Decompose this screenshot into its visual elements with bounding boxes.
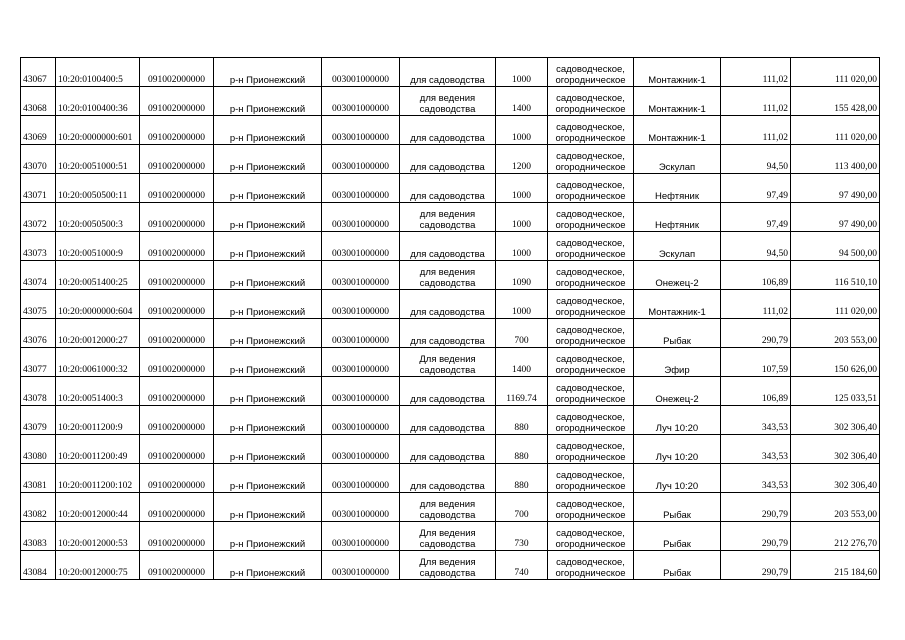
cadastral-number-cell: 10:20:0012000:75 <box>56 551 140 580</box>
specific-value-cell: 111,02 <box>721 116 791 145</box>
permitted-use-line-1 <box>402 151 493 162</box>
cadastral-value-cell: 203 553,00 <box>791 493 880 522</box>
permitted-use-line-1: для ведения <box>419 93 476 104</box>
okato-code-cell: 091002000000 <box>140 145 214 174</box>
cadastral-number-cell: 10:20:0011200:9 <box>56 406 140 435</box>
category-cell <box>548 348 634 377</box>
cadastral-number-cell: 10:20:0012000:53 <box>56 522 140 551</box>
table-row <box>21 145 880 174</box>
category-cell <box>548 203 634 232</box>
cadastral-value-cell: 116 510,10 <box>791 261 880 290</box>
table-row <box>21 174 880 203</box>
permitted-use-line-2: для садоводства <box>410 481 485 492</box>
okato-code-cell: 091002000000 <box>140 203 214 232</box>
oktmo-code-cell: 003001000000 <box>322 87 400 116</box>
permitted-use-line-1: Для ведения <box>419 528 476 539</box>
cadastral-number-cell: 10:20:0051000:9 <box>56 232 140 261</box>
cadastral-value-cell: 97 490,00 <box>791 203 880 232</box>
okato-code-cell: 091002000000 <box>140 464 214 493</box>
oktmo-code-cell: 003001000000 <box>322 377 400 406</box>
cadastral-value-cell: 94 500,00 <box>791 232 880 261</box>
cadastral-value-cell: 125 033,51 <box>791 377 880 406</box>
permitted-use-line-1 <box>402 470 493 481</box>
permitted-use-cell <box>400 116 496 145</box>
cadastral-value-cell: 203 553,00 <box>791 319 880 348</box>
permitted-use-line-2: садоводства <box>419 539 476 550</box>
cadastral-value-cell: 111 020,00 <box>791 290 880 319</box>
specific-value-cell: 290,79 <box>721 522 791 551</box>
cadastral-number-cell: 10:20:0011200:102 <box>56 464 140 493</box>
district-cell: р-н Прионежский <box>214 435 322 464</box>
district-cell: р-н Прионежский <box>214 232 322 261</box>
district-cell: р-н Прионежский <box>214 203 322 232</box>
category-line-1: садоводческое, <box>556 325 625 336</box>
permitted-use-cell <box>400 464 496 493</box>
category-cell <box>548 493 634 522</box>
category-line-1: садоводческое, <box>556 93 625 104</box>
record-number-cell: 43072 <box>21 203 56 232</box>
permitted-use-line-2: садоводства <box>419 104 476 115</box>
category-line-1: садоводческое, <box>556 180 625 191</box>
okato-code-cell: 091002000000 <box>140 522 214 551</box>
specific-value-cell: 111,02 <box>721 87 791 116</box>
record-number-cell: 43076 <box>21 319 56 348</box>
table-row <box>21 551 880 580</box>
category-cell <box>548 58 634 87</box>
category-line-2: огородническое <box>555 162 626 173</box>
specific-value-cell: 94,50 <box>721 145 791 174</box>
category-line-2: огородническое <box>555 75 626 86</box>
permitted-use-line-2: для садоводства <box>410 336 485 347</box>
specific-value-cell: 343,53 <box>721 464 791 493</box>
cadastral-value-cell: 302 306,40 <box>791 464 880 493</box>
oktmo-code-cell: 003001000000 <box>322 319 400 348</box>
cadastral-number-cell: 10:20:0000000:604 <box>56 290 140 319</box>
permitted-use-line-1 <box>402 441 493 452</box>
cadastral-number-cell: 10:20:0051000:51 <box>56 145 140 174</box>
permitted-use-cell <box>400 145 496 174</box>
district-cell: р-н Прионежский <box>214 145 322 174</box>
permitted-use-line-1 <box>402 325 493 336</box>
association-cell: Рыбак <box>634 319 721 348</box>
oktmo-code-cell: 003001000000 <box>322 290 400 319</box>
table-row <box>21 58 880 87</box>
category-line-1: садоводческое, <box>556 528 625 539</box>
permitted-use-line-2: садоводства <box>419 278 476 289</box>
association-cell: Луч 10:20 <box>634 406 721 435</box>
permitted-use-cell <box>400 232 496 261</box>
record-number-cell: 43082 <box>21 493 56 522</box>
oktmo-code-cell: 003001000000 <box>322 261 400 290</box>
permitted-use-line-1 <box>402 296 493 307</box>
category-line-2: огородническое <box>555 249 626 260</box>
oktmo-code-cell: 003001000000 <box>322 435 400 464</box>
category-cell <box>548 232 634 261</box>
okato-code-cell: 091002000000 <box>140 551 214 580</box>
table-row <box>21 261 880 290</box>
category-line-1: садоводческое, <box>556 412 625 423</box>
specific-value-cell: 111,02 <box>721 290 791 319</box>
permitted-use-cell <box>400 174 496 203</box>
category-line-2: огородническое <box>555 510 626 521</box>
cadastral-number-cell: 10:20:0000000:601 <box>56 116 140 145</box>
record-number-cell: 43073 <box>21 232 56 261</box>
okato-code-cell: 091002000000 <box>140 232 214 261</box>
association-cell: Нефтяник <box>634 203 721 232</box>
category-line-1: садоводческое, <box>556 470 625 481</box>
association-cell: Онежец-2 <box>634 377 721 406</box>
okato-code-cell: 091002000000 <box>140 377 214 406</box>
category-cell <box>548 464 634 493</box>
permitted-use-cell <box>400 377 496 406</box>
permitted-use-line-2: для садоводства <box>410 191 485 202</box>
association-cell: Монтажник-1 <box>634 58 721 87</box>
area-cell: 1400 <box>496 348 548 377</box>
association-cell: Эскулап <box>634 145 721 174</box>
category-line-1: садоводческое, <box>556 354 625 365</box>
okato-code-cell: 091002000000 <box>140 493 214 522</box>
okato-code-cell: 091002000000 <box>140 406 214 435</box>
permitted-use-line-1: Для ведения <box>419 354 476 365</box>
district-cell: р-н Прионежский <box>214 116 322 145</box>
record-number-cell: 43079 <box>21 406 56 435</box>
table-row <box>21 290 880 319</box>
record-number-cell: 43074 <box>21 261 56 290</box>
category-line-1: садоводческое, <box>556 296 625 307</box>
cadastral-value-cell: 150 626,00 <box>791 348 880 377</box>
permitted-use-cell <box>400 522 496 551</box>
district-cell: р-н Прионежский <box>214 290 322 319</box>
district-cell: р-н Прионежский <box>214 522 322 551</box>
category-line-1: садоводческое, <box>556 441 625 452</box>
oktmo-code-cell: 003001000000 <box>322 232 400 261</box>
area-cell: 1000 <box>496 116 548 145</box>
area-cell: 1169.74 <box>496 377 548 406</box>
area-cell: 1000 <box>496 174 548 203</box>
oktmo-code-cell: 003001000000 <box>322 406 400 435</box>
association-cell: Монтажник-1 <box>634 116 721 145</box>
cadastral-value-cell: 155 428,00 <box>791 87 880 116</box>
oktmo-code-cell: 003001000000 <box>322 116 400 145</box>
category-cell <box>548 116 634 145</box>
table-row <box>21 319 880 348</box>
cadastral-number-cell: 10:20:0012000:27 <box>56 319 140 348</box>
association-cell: Рыбак <box>634 493 721 522</box>
okato-code-cell: 091002000000 <box>140 319 214 348</box>
permitted-use-line-2: для садоводства <box>410 162 485 173</box>
specific-value-cell: 107,59 <box>721 348 791 377</box>
okato-code-cell: 091002000000 <box>140 290 214 319</box>
association-cell: Нефтяник <box>634 174 721 203</box>
table-row <box>21 406 880 435</box>
oktmo-code-cell: 003001000000 <box>322 145 400 174</box>
permitted-use-line-2: для садоводства <box>410 249 485 260</box>
category-cell <box>548 290 634 319</box>
category-cell <box>548 174 634 203</box>
oktmo-code-cell: 003001000000 <box>322 203 400 232</box>
record-number-cell: 43081 <box>21 464 56 493</box>
permitted-use-cell <box>400 348 496 377</box>
area-cell: 1200 <box>496 145 548 174</box>
okato-code-cell: 091002000000 <box>140 87 214 116</box>
area-cell: 1000 <box>496 203 548 232</box>
area-cell: 1090 <box>496 261 548 290</box>
record-number-cell: 43070 <box>21 145 56 174</box>
permitted-use-line-2: садоводства <box>419 365 476 376</box>
record-number-cell: 43075 <box>21 290 56 319</box>
specific-value-cell: 290,79 <box>721 493 791 522</box>
cadastral-value-cell: 97 490,00 <box>791 174 880 203</box>
record-number-cell: 43077 <box>21 348 56 377</box>
area-cell: 1400 <box>496 87 548 116</box>
table-body <box>21 58 880 580</box>
table-row <box>21 87 880 116</box>
category-line-1: садоводческое, <box>556 151 625 162</box>
district-cell: р-н Прионежский <box>214 319 322 348</box>
oktmo-code-cell: 003001000000 <box>322 493 400 522</box>
table-row <box>21 493 880 522</box>
category-cell <box>548 377 634 406</box>
category-line-2: огородническое <box>555 220 626 231</box>
permitted-use-line-2: для садоводства <box>410 75 485 86</box>
table-row <box>21 348 880 377</box>
permitted-use-line-2: для садоводства <box>410 452 485 463</box>
permitted-use-line-1 <box>402 383 493 394</box>
permitted-use-cell <box>400 435 496 464</box>
association-cell: Онежец-2 <box>634 261 721 290</box>
permitted-use-cell <box>400 261 496 290</box>
area-cell: 880 <box>496 435 548 464</box>
district-cell: р-н Прионежский <box>214 493 322 522</box>
category-line-1: садоводческое, <box>556 209 625 220</box>
oktmo-code-cell: 003001000000 <box>322 464 400 493</box>
table-row <box>21 232 880 261</box>
area-cell: 1000 <box>496 232 548 261</box>
oktmo-code-cell: 003001000000 <box>322 58 400 87</box>
okato-code-cell: 091002000000 <box>140 435 214 464</box>
association-cell: Эскулап <box>634 232 721 261</box>
record-number-cell: 43084 <box>21 551 56 580</box>
cadastral-value-cell: 111 020,00 <box>791 116 880 145</box>
permitted-use-cell <box>400 493 496 522</box>
category-cell <box>548 261 634 290</box>
oktmo-code-cell: 003001000000 <box>322 551 400 580</box>
cadastral-number-cell: 10:20:0051400:3 <box>56 377 140 406</box>
association-cell: Монтажник-1 <box>634 87 721 116</box>
category-cell <box>548 406 634 435</box>
permitted-use-line-1: для ведения <box>419 267 476 278</box>
permitted-use-line-2: для садоводства <box>410 133 485 144</box>
specific-value-cell: 97,49 <box>721 174 791 203</box>
specific-value-cell: 343,53 <box>721 406 791 435</box>
okato-code-cell: 091002000000 <box>140 58 214 87</box>
category-line-2: огородническое <box>555 104 626 115</box>
cadastral-value-cell: 302 306,40 <box>791 435 880 464</box>
category-line-1: садоводческое, <box>556 238 625 249</box>
oktmo-code-cell: 003001000000 <box>322 348 400 377</box>
district-cell: р-н Прионежский <box>214 261 322 290</box>
district-cell: р-н Прионежский <box>214 348 322 377</box>
permitted-use-line-2: садоводства <box>419 510 476 521</box>
okato-code-cell: 091002000000 <box>140 116 214 145</box>
area-cell: 880 <box>496 406 548 435</box>
area-cell: 1000 <box>496 58 548 87</box>
cadastral-number-cell: 10:20:0100400:5 <box>56 58 140 87</box>
category-line-2: огородническое <box>555 191 626 202</box>
specific-value-cell: 343,53 <box>721 435 791 464</box>
district-cell: р-н Прионежский <box>214 551 322 580</box>
table-row <box>21 522 880 551</box>
category-line-2: огородническое <box>555 336 626 347</box>
record-number-cell: 43068 <box>21 87 56 116</box>
category-cell <box>548 435 634 464</box>
permitted-use-line-1: Для ведения <box>419 557 476 568</box>
permitted-use-cell <box>400 551 496 580</box>
category-line-2: огородническое <box>555 365 626 376</box>
table-row <box>21 377 880 406</box>
cadastral-value-cell: 212 276,70 <box>791 522 880 551</box>
record-number-cell: 43080 <box>21 435 56 464</box>
okato-code-cell: 091002000000 <box>140 174 214 203</box>
category-line-1: садоводческое, <box>556 267 625 278</box>
specific-value-cell: 290,79 <box>721 551 791 580</box>
category-line-1: садоводческое, <box>556 64 625 75</box>
permitted-use-line-1: для ведения <box>419 499 476 510</box>
category-line-1: садоводческое, <box>556 557 625 568</box>
district-cell: р-н Прионежский <box>214 58 322 87</box>
area-cell: 880 <box>496 464 548 493</box>
category-cell <box>548 145 634 174</box>
cadastral-number-cell: 10:20:0050500:3 <box>56 203 140 232</box>
permitted-use-line-2: для садоводства <box>410 394 485 405</box>
record-number-cell: 43071 <box>21 174 56 203</box>
record-number-cell: 43069 <box>21 116 56 145</box>
oktmo-code-cell: 003001000000 <box>322 522 400 551</box>
permitted-use-cell <box>400 319 496 348</box>
permitted-use-line-2: садоводства <box>419 220 476 231</box>
table-row <box>21 116 880 145</box>
district-cell: р-н Прионежский <box>214 174 322 203</box>
category-cell <box>548 522 634 551</box>
area-cell: 700 <box>496 493 548 522</box>
category-line-2: огородническое <box>555 568 626 579</box>
area-cell: 740 <box>496 551 548 580</box>
category-cell <box>548 319 634 348</box>
specific-value-cell: 106,89 <box>721 377 791 406</box>
permitted-use-cell <box>400 290 496 319</box>
category-cell <box>548 551 634 580</box>
permitted-use-cell <box>400 406 496 435</box>
table-row <box>21 435 880 464</box>
land-plots-table <box>20 57 880 580</box>
permitted-use-line-1: для ведения <box>419 209 476 220</box>
cadastral-number-cell: 10:20:0100400:36 <box>56 87 140 116</box>
table-row <box>21 464 880 493</box>
table-row <box>21 203 880 232</box>
okato-code-cell: 091002000000 <box>140 261 214 290</box>
area-cell: 700 <box>496 319 548 348</box>
record-number-cell: 43067 <box>21 58 56 87</box>
category-line-2: огородническое <box>555 278 626 289</box>
district-cell: р-н Прионежский <box>214 406 322 435</box>
association-cell: Луч 10:20 <box>634 464 721 493</box>
area-cell: 1000 <box>496 290 548 319</box>
category-line-2: огородническое <box>555 452 626 463</box>
category-line-2: огородническое <box>555 481 626 492</box>
permitted-use-cell <box>400 87 496 116</box>
permitted-use-line-1 <box>402 412 493 423</box>
permitted-use-line-1 <box>402 64 493 75</box>
cadastral-number-cell: 10:20:0051400:25 <box>56 261 140 290</box>
permitted-use-cell <box>400 58 496 87</box>
association-cell: Рыбак <box>634 522 721 551</box>
permitted-use-line-2: для садоводства <box>410 307 485 318</box>
category-cell <box>548 87 634 116</box>
specific-value-cell: 106,89 <box>721 261 791 290</box>
record-number-cell: 43078 <box>21 377 56 406</box>
specific-value-cell: 111,02 <box>721 58 791 87</box>
category-line-2: огородническое <box>555 423 626 434</box>
association-cell: Рыбак <box>634 551 721 580</box>
area-cell: 730 <box>496 522 548 551</box>
cadastral-number-cell: 10:20:0050500:11 <box>56 174 140 203</box>
cadastral-value-cell: 113 400,00 <box>791 145 880 174</box>
permitted-use-cell <box>400 203 496 232</box>
category-line-2: огородническое <box>555 133 626 144</box>
cadastral-value-cell: 302 306,40 <box>791 406 880 435</box>
category-line-2: огородническое <box>555 539 626 550</box>
permitted-use-line-1 <box>402 180 493 191</box>
specific-value-cell: 290,79 <box>721 319 791 348</box>
specific-value-cell: 97,49 <box>721 203 791 232</box>
okato-code-cell: 091002000000 <box>140 348 214 377</box>
category-line-2: огородническое <box>555 394 626 405</box>
cadastral-number-cell: 10:20:0061000:32 <box>56 348 140 377</box>
category-line-1: садоводческое, <box>556 122 625 133</box>
permitted-use-line-2: для садоводства <box>410 423 485 434</box>
oktmo-code-cell: 003001000000 <box>322 174 400 203</box>
district-cell: р-н Прионежский <box>214 87 322 116</box>
category-line-2: огородническое <box>555 307 626 318</box>
district-cell: р-н Прионежский <box>214 464 322 493</box>
permitted-use-line-2: садоводства <box>419 568 476 579</box>
association-cell: Эфир <box>634 348 721 377</box>
permitted-use-line-1 <box>402 238 493 249</box>
record-number-cell: 43083 <box>21 522 56 551</box>
association-cell: Монтажник-1 <box>634 290 721 319</box>
specific-value-cell: 94,50 <box>721 232 791 261</box>
cadastral-number-cell: 10:20:0011200:49 <box>56 435 140 464</box>
category-line-1: садоводческое, <box>556 499 625 510</box>
district-cell: р-н Прионежский <box>214 377 322 406</box>
cadastral-number-cell: 10:20:0012000:44 <box>56 493 140 522</box>
category-line-1: садоводческое, <box>556 383 625 394</box>
cadastral-value-cell: 215 184,60 <box>791 551 880 580</box>
cadastral-value-cell: 111 020,00 <box>791 58 880 87</box>
association-cell: Луч 10:20 <box>634 435 721 464</box>
permitted-use-line-1 <box>402 122 493 133</box>
